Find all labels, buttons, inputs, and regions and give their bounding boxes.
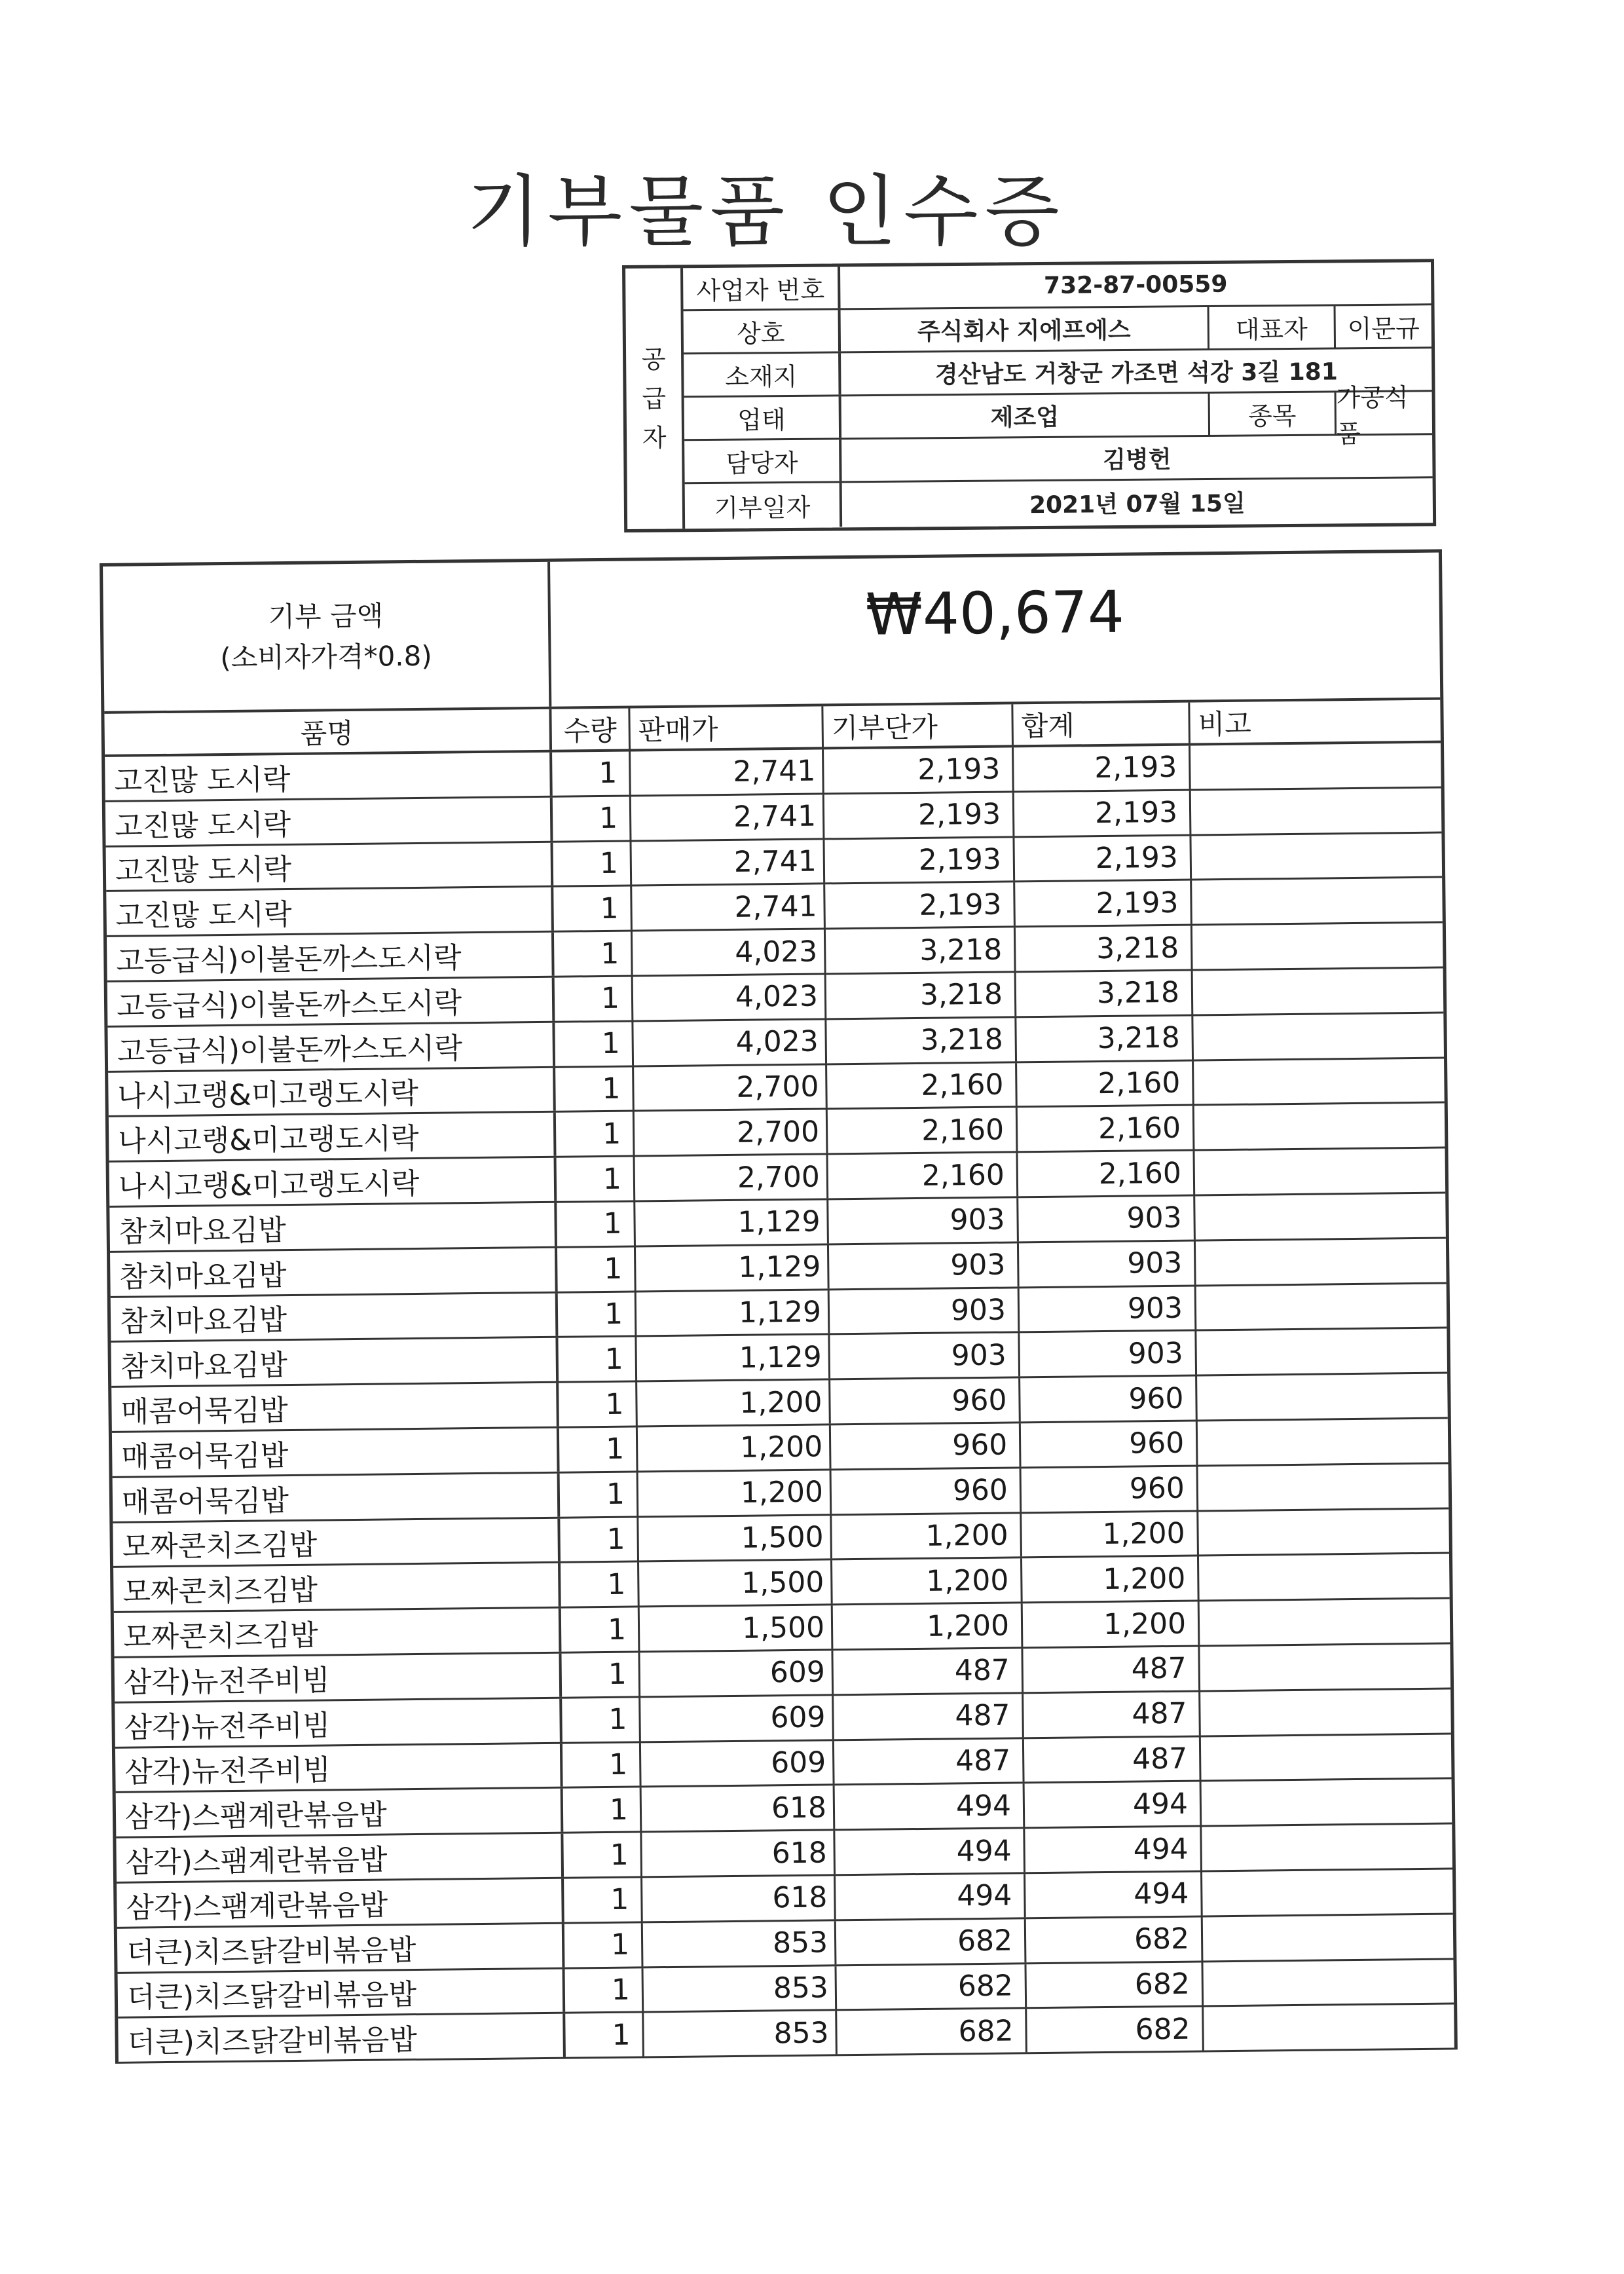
cell-sale-price: 853 — [644, 2011, 838, 2057]
cell-note — [1195, 1194, 1446, 1240]
cell-sale-price: 1,129 — [636, 1245, 830, 1290]
cell-qty: 1 — [564, 1923, 644, 1967]
cell-name: 더큰)치즈닭갈비볶음밥 — [118, 1969, 566, 2017]
address-value: 경산남도 거창군 가조면 석강 3길 181 — [934, 358, 1338, 389]
cell-qty: 1 — [553, 796, 632, 840]
cell-donation-price: 2,160 — [827, 1063, 1018, 1108]
header-total: 합계 — [1013, 703, 1190, 745]
cell-total: 2,193 — [1015, 881, 1192, 926]
cell-qty: 1 — [555, 1022, 634, 1066]
cell-donation-price: 960 — [832, 1468, 1022, 1514]
manager-value: 김병헌 — [1103, 446, 1172, 474]
cell-note — [1191, 833, 1442, 879]
cell-total: 2,160 — [1017, 1061, 1194, 1106]
cell-total: 903 — [1019, 1241, 1196, 1286]
cell-name: 고등급식)이불돈까스도시락 — [107, 933, 555, 980]
cell-donation-price: 2,193 — [824, 747, 1014, 792]
cell-sale-price: 4,023 — [633, 930, 826, 975]
cell-note — [1203, 1914, 1454, 1960]
item-label: 종목 — [1208, 392, 1335, 435]
cell-name: 매콤어묵김밥 — [111, 1383, 559, 1431]
cell-donation-price: 2,160 — [828, 1153, 1019, 1199]
cell-sale-price: 2,700 — [635, 1110, 828, 1155]
cell-qty: 1 — [563, 1743, 642, 1787]
business-type-label: 업태 — [684, 396, 841, 439]
cell-sale-price: 853 — [644, 1966, 838, 2011]
cell-total: 1,200 — [1023, 1602, 1200, 1647]
cell-qty: 1 — [556, 1112, 635, 1156]
cell-name: 매콤어묵김밥 — [112, 1428, 560, 1476]
cell-name: 모짜콘치즈김밥 — [113, 1518, 561, 1566]
cell-sale-price: 1,200 — [638, 1425, 832, 1470]
cell-sale-price: 2,741 — [631, 840, 825, 885]
document-title: 기부물품 인수증 — [466, 166, 1066, 257]
company-value: 주식회사 지에프에스 — [917, 316, 1131, 346]
cell-donation-price: 2,160 — [828, 1108, 1018, 1153]
cell-sale-price: 4,023 — [633, 975, 827, 1020]
cell-donation-price: 903 — [830, 1288, 1020, 1333]
cell-total: 1,200 — [1022, 1557, 1200, 1602]
cell-name: 모짜콘치즈김밥 — [113, 1563, 561, 1611]
cell-total: 682 — [1026, 1917, 1204, 1962]
cell-name: 고등급식)이불돈까스도시락 — [107, 978, 555, 1026]
cell-name: 고진많 도시락 — [106, 842, 554, 890]
cell-qty: 1 — [560, 1472, 639, 1516]
manager-label: 담당자 — [684, 439, 841, 482]
cell-donation-price: 487 — [834, 1739, 1025, 1784]
cell-note — [1194, 1058, 1445, 1104]
cell-qty: 1 — [561, 1608, 640, 1652]
cell-donation-price: 2,193 — [824, 838, 1015, 883]
cell-sale-price: 1,129 — [637, 1335, 830, 1381]
cell-qty: 1 — [559, 1383, 638, 1426]
cell-name: 나시고랭&미고랭도시락 — [109, 1113, 557, 1161]
cell-total: 903 — [1020, 1286, 1197, 1332]
cell-sale-price: 4,023 — [633, 1020, 827, 1065]
item-value: 가공식품 — [1335, 392, 1432, 434]
cell-qty: 1 — [557, 1157, 636, 1201]
header-sale-price: 판매가 — [630, 706, 824, 749]
cell-name: 삼각)스팸계란볶음밥 — [117, 1879, 564, 1927]
cell-name: 삼각)뉴전주비빔 — [115, 1698, 563, 1746]
cell-total: 2,160 — [1018, 1151, 1196, 1197]
supplier-grid — [683, 262, 1433, 529]
cell-note — [1201, 1734, 1452, 1780]
cell-qty: 1 — [553, 887, 633, 931]
cell-sale-price: 609 — [640, 1696, 834, 1741]
cell-total: 960 — [1022, 1466, 1199, 1512]
cell-qty: 1 — [557, 1247, 637, 1291]
cell-sale-price: 1,500 — [640, 1606, 834, 1651]
cell-total: 3,218 — [1016, 1016, 1194, 1061]
cell-donation-price: 494 — [835, 1784, 1025, 1829]
header-name: 품명 — [104, 709, 552, 755]
cell-name: 참치마요김밥 — [109, 1203, 557, 1251]
cell-donation-price: 682 — [836, 1919, 1027, 1964]
cell-sale-price: 2,741 — [632, 885, 826, 930]
cell-note — [1202, 1825, 1452, 1871]
supplier-side-char: 자 — [642, 423, 667, 453]
cell-name: 모짜콘치즈김밥 — [114, 1609, 562, 1656]
cell-name: 삼각)스팸계란볶음밥 — [116, 1789, 564, 1836]
cell-name: 참치마요김밥 — [111, 1293, 559, 1341]
cell-note — [1202, 1780, 1452, 1825]
supplier-row-donation-date — [685, 478, 1433, 528]
cell-donation-price: 903 — [829, 1243, 1020, 1288]
cell-name: 고등급식)이불돈까스도시락 — [107, 1023, 555, 1071]
cell-sale-price: 1,200 — [637, 1381, 831, 1426]
cell-name: 고진많 도시락 — [105, 753, 553, 800]
donation-date-value: 2021년 07월 15일 — [1029, 490, 1246, 519]
cell-sale-price: 1,200 — [638, 1470, 832, 1516]
cell-donation-price: 2,193 — [825, 883, 1016, 928]
cell-name: 나시고랭&미고랭도시락 — [109, 1158, 557, 1206]
cell-donation-price: 682 — [837, 2009, 1027, 2055]
supplier-row-address — [684, 348, 1431, 398]
cell-qty: 1 — [559, 1427, 638, 1471]
cell-qty: 1 — [563, 1788, 642, 1832]
cell-total: 2,160 — [1018, 1106, 1195, 1151]
cell-sale-price: 2,700 — [634, 1065, 828, 1110]
cell-name: 삼각)뉴전주비빔 — [115, 1743, 563, 1791]
cell-qty: 1 — [561, 1652, 640, 1696]
cell-total: 494 — [1025, 1872, 1203, 1917]
cell-sale-price: 609 — [641, 1741, 835, 1786]
table-body — [105, 743, 1454, 2064]
cell-donation-price: 960 — [831, 1423, 1022, 1468]
cell-note — [1200, 1689, 1451, 1735]
ceo-label: 대표자 — [1208, 306, 1334, 348]
cell-qty: 1 — [558, 1292, 637, 1336]
company-label: 상호 — [684, 310, 841, 352]
donation-amount-row — [103, 553, 1440, 714]
donation-amount-label-cell — [103, 562, 551, 711]
cell-total: 1,200 — [1022, 1512, 1199, 1557]
cell-donation-price: 1,200 — [832, 1514, 1022, 1559]
cell-donation-price: 1,200 — [832, 1559, 1023, 1604]
header-donation-price: 기부단가 — [823, 704, 1014, 747]
cell-note — [1194, 1104, 1445, 1149]
cell-note — [1192, 878, 1443, 924]
cell-sale-price: 1,129 — [635, 1200, 829, 1245]
cell-sale-price: 2,741 — [631, 749, 824, 794]
cell-total: 682 — [1027, 2007, 1204, 2053]
header-qty: 수량 — [551, 709, 631, 750]
cell-sale-price: 2,741 — [631, 794, 825, 840]
cell-donation-price: 2,193 — [824, 792, 1015, 838]
donation-amount-sublabel: (소비자가격*0.8) — [220, 639, 432, 674]
supplier-side-char: 공 — [641, 345, 666, 374]
cell-note — [1196, 1329, 1447, 1375]
cell-note — [1204, 2005, 1454, 2051]
cell-sale-price: 853 — [643, 1921, 837, 1966]
cell-donation-price: 3,218 — [826, 928, 1016, 973]
cell-donation-price: 494 — [835, 1829, 1025, 1874]
cell-donation-price: 903 — [828, 1198, 1019, 1243]
cell-qty: 1 — [554, 932, 633, 976]
cell-qty: 1 — [553, 842, 633, 885]
business-type-value: 제조업 — [990, 403, 1060, 432]
cell-note — [1198, 1509, 1449, 1555]
cell-note — [1194, 1149, 1445, 1195]
cell-donation-price: 903 — [830, 1333, 1020, 1379]
supplier-side-label — [625, 268, 685, 529]
cell-total: 682 — [1026, 1962, 1204, 2007]
cell-note — [1196, 1284, 1447, 1330]
cell-qty: 1 — [562, 1698, 641, 1742]
cell-name: 더큰)치즈닭갈비볶음밥 — [117, 1924, 565, 1971]
cell-sale-price: 618 — [642, 1876, 836, 1921]
cell-sale-price: 609 — [640, 1650, 834, 1696]
donation-amount-label: 기부 금액 — [268, 599, 384, 633]
header-note: 비고 — [1198, 707, 1252, 741]
cell-name: 매콤어묵김밥 — [113, 1473, 561, 1521]
cell-note — [1199, 1554, 1450, 1600]
cell-donation-price: 1,200 — [833, 1603, 1024, 1649]
cell-sale-price: 1,500 — [639, 1561, 833, 1606]
cell-name: 고진많 도시락 — [105, 798, 553, 846]
business-number-value: 732-87-00559 — [1043, 270, 1228, 299]
donation-date-label: 기부일자 — [685, 483, 843, 528]
cell-note — [1198, 1464, 1449, 1510]
cell-total: 487 — [1024, 1737, 1202, 1782]
supplier-row-business-type — [684, 382, 1432, 448]
cell-total: 960 — [1021, 1421, 1198, 1466]
cell-note — [1200, 1599, 1450, 1645]
cell-name: 삼각)스팸계란볶음밥 — [116, 1834, 564, 1882]
supplier-side-char: 급 — [642, 384, 667, 413]
cell-qty: 1 — [552, 752, 631, 796]
cell-total: 494 — [1025, 1782, 1202, 1827]
donation-items-table — [100, 550, 1458, 2064]
cell-note — [1190, 743, 1441, 789]
supplier-row-manager — [684, 435, 1432, 484]
cell-total: 487 — [1023, 1647, 1200, 1692]
cell-total: 3,218 — [1016, 926, 1193, 971]
cell-total: 3,218 — [1016, 971, 1194, 1016]
cell-name: 더큰)치즈닭갈비볶음밥 — [118, 2014, 566, 2062]
cell-donation-price: 487 — [834, 1694, 1024, 1739]
cell-donation-price: 960 — [830, 1379, 1021, 1424]
cell-donation-price: 3,218 — [826, 973, 1017, 1018]
cell-name: 삼각)뉴전주비빔 — [115, 1654, 563, 1702]
supplier-info-box — [622, 259, 1436, 532]
supplier-row-business-number — [683, 262, 1431, 311]
address-label: 소재지 — [684, 353, 841, 396]
cell-qty: 1 — [563, 1833, 642, 1877]
cell-qty: 1 — [555, 977, 634, 1020]
ceo-value: 이문규 — [1334, 305, 1431, 347]
cell-total: 487 — [1024, 1692, 1201, 1737]
cell-qty: 1 — [565, 1968, 644, 2012]
cell-name: 나시고랭&미고랭도시락 — [108, 1068, 556, 1115]
cell-qty: 1 — [565, 2013, 644, 2057]
cell-qty: 1 — [555, 1067, 635, 1111]
cell-qty: 1 — [560, 1518, 639, 1561]
cell-note — [1200, 1644, 1450, 1690]
business-number-label: 사업자 번호 — [683, 267, 840, 309]
cell-note — [1197, 1374, 1448, 1420]
cell-name: 참치마요김밥 — [110, 1248, 558, 1296]
cell-donation-price: 487 — [833, 1649, 1024, 1694]
cell-donation-price: 682 — [836, 1964, 1027, 2009]
cell-note — [1203, 1960, 1454, 2005]
cell-total: 2,193 — [1014, 746, 1191, 791]
cell-total: 2,193 — [1014, 836, 1192, 881]
cell-note — [1196, 1239, 1447, 1284]
cell-total: 2,193 — [1014, 791, 1192, 836]
cell-qty: 1 — [561, 1563, 640, 1607]
cell-note — [1202, 1869, 1453, 1915]
cell-note — [1191, 788, 1442, 834]
cell-total: 960 — [1020, 1377, 1198, 1422]
cell-qty: 1 — [564, 1878, 643, 1922]
cell-donation-price: 494 — [836, 1874, 1026, 1919]
cell-note — [1198, 1419, 1449, 1464]
supplier-row-company — [684, 305, 1431, 354]
cell-total: 903 — [1018, 1197, 1196, 1242]
cell-qty: 1 — [558, 1337, 637, 1381]
cell-donation-price: 3,218 — [826, 1018, 1017, 1063]
cell-name: 참치마요김밥 — [111, 1338, 559, 1386]
cell-sale-price: 1,129 — [637, 1290, 830, 1335]
donation-amount-value: ₩40,674 — [865, 578, 1125, 648]
cell-sale-price: 2,700 — [635, 1155, 829, 1201]
cell-note — [1193, 1013, 1444, 1059]
cell-sale-price: 618 — [642, 1831, 836, 1876]
cell-name: 고진많 도시락 — [106, 887, 554, 935]
cell-total: 494 — [1025, 1827, 1202, 1873]
cell-total: 903 — [1020, 1332, 1197, 1377]
cell-sale-price: 1,500 — [638, 1516, 832, 1561]
cell-note — [1193, 969, 1444, 1015]
cell-note — [1192, 923, 1443, 969]
cell-sale-price: 618 — [642, 1786, 836, 1831]
cell-qty: 1 — [557, 1202, 636, 1246]
